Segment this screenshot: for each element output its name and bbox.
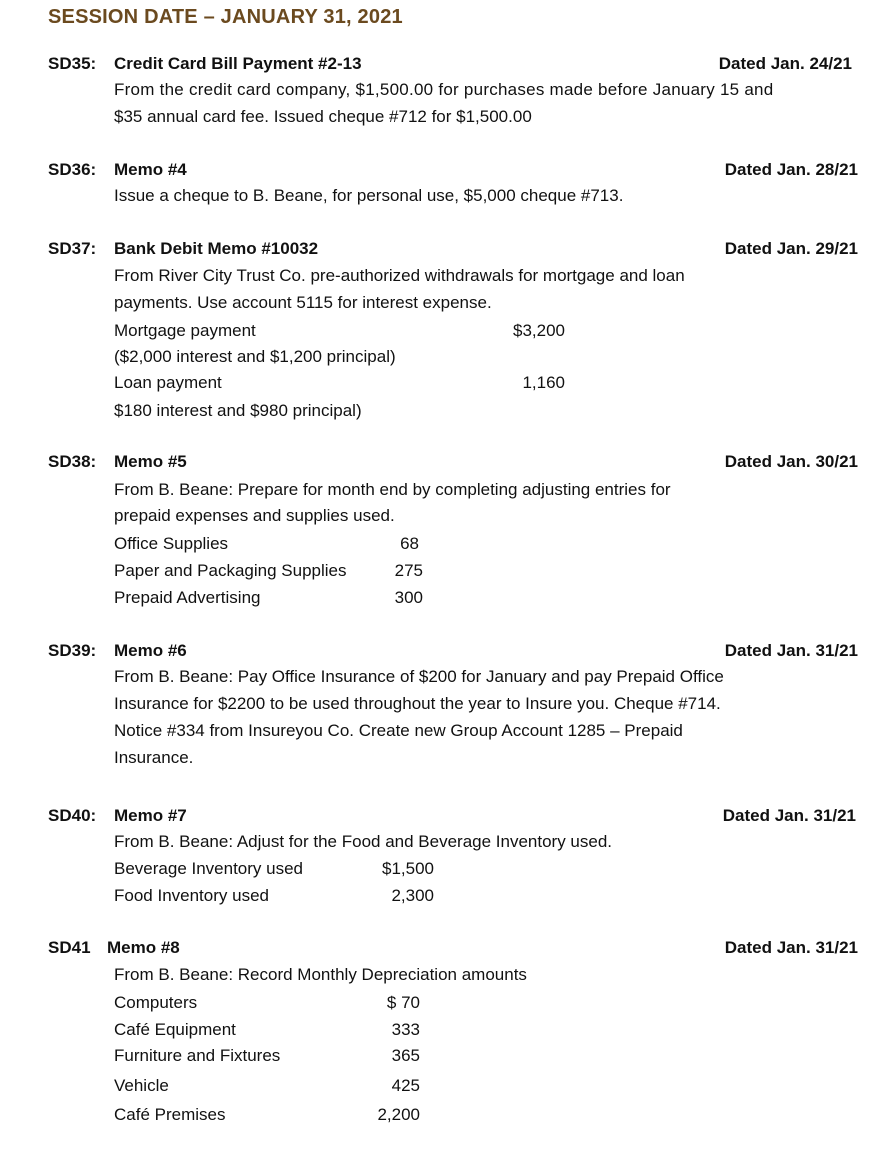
entry-header (0, 641, 891, 665)
item-amount: $3,200 (513, 321, 565, 340)
entry-title: Credit Card Bill Payment #2-13 (114, 54, 362, 73)
entry-header (0, 452, 891, 476)
entry-code: SD35: (48, 54, 97, 73)
item-label: Computers (114, 993, 198, 1012)
item-label: Office Supplies (114, 534, 229, 553)
entry-date: Dated Jan. 29/21 (724, 239, 858, 258)
entry-sd39 (0, 641, 891, 767)
entry-text-line: $35 annual card fee. Issued cheque #712 for $1,500.00 (114, 107, 532, 126)
entry-text-line: From B. Beane: Prepare for month end by completing adjusting entries for (114, 480, 671, 499)
item-label: Furniture and Fixtures (114, 1046, 281, 1065)
entry-text-line: Insurance. (114, 748, 194, 767)
item-label: Food Inventory used (114, 886, 269, 905)
session-title: SESSION DATE – JANUARY 31, 2021 (48, 6, 403, 28)
entry-code: SD39: (48, 641, 97, 660)
entry-title: Memo #5 (114, 452, 187, 471)
entry-title: Bank Debit Memo #10032 (114, 239, 319, 258)
item-amount: 2,200 (377, 1105, 420, 1124)
entry-title: Memo #4 (114, 160, 187, 179)
entry-text-line: From B. Beane: Pay Office Insurance of $200 for January and pay Prepaid Office (114, 667, 724, 686)
item-amount: 68 (400, 534, 419, 553)
item-amount: 1,160 (522, 373, 565, 392)
item-amount: 2,300 (391, 886, 434, 905)
item-label: $180 interest and $980 principal) (114, 401, 362, 420)
entry-text-line: From B. Beane: Adjust for the Food and Beverage Inventory used. (114, 832, 613, 851)
entry-code: SD38: (48, 452, 97, 471)
entry-code: SD41 (48, 938, 91, 957)
item-label: Paper and Packaging Supplies (114, 561, 347, 580)
item-label: Prepaid Advertising (114, 588, 261, 607)
item-amount: 365 (391, 1046, 420, 1065)
entry-date: Dated Jan. 30/21 (724, 452, 858, 471)
entry-sd38 (0, 452, 891, 607)
entry-text-line: payments. Use account 5115 for interest expense. (114, 293, 492, 312)
entry-sd36 (0, 160, 891, 205)
entry-sd35 (0, 54, 891, 126)
entry-date: Dated Jan. 31/21 (722, 806, 856, 825)
entry-date: Dated Jan. 31/21 (724, 938, 858, 957)
entry-header (0, 54, 891, 78)
entry-text-line: Notice #334 from Insureyou Co. Create new Group Account 1285 – Prepaid (114, 721, 683, 740)
item-amount: 275 (394, 561, 423, 580)
entry-title: Memo #7 (114, 806, 187, 825)
entry-date: Dated Jan. 24/21 (718, 54, 852, 73)
item-label: Café Equipment (114, 1020, 236, 1039)
entry-header (0, 239, 891, 263)
entry-code: SD36: (48, 160, 97, 179)
entry-title: Memo #6 (114, 641, 187, 660)
item-amount: 425 (391, 1076, 420, 1095)
item-label: Mortgage payment (114, 321, 256, 340)
entry-header (0, 160, 891, 184)
item-amount: 333 (391, 1020, 420, 1039)
item-amount: $ 70 (386, 993, 420, 1012)
entry-header (0, 938, 891, 962)
item-label: Beverage Inventory used (114, 859, 304, 878)
entry-text-line: From the credit card company, $1,500.00 for purchases made before January 15 and (114, 80, 774, 99)
entry-code: SD37: (48, 239, 97, 258)
item-label: Loan payment (114, 373, 222, 392)
entry-text-line: Issue a cheque to B. Beane, for personal use, $5,000 cheque #713. (114, 186, 624, 205)
item-amount: $1,500 (382, 859, 434, 878)
entry-text-line: From B. Beane: Record Monthly Depreciation amounts (114, 965, 527, 984)
item-label: Café Premises (114, 1105, 226, 1124)
entry-date: Dated Jan. 28/21 (724, 160, 858, 179)
entry-text-line: From River City Trust Co. pre-authorized withdrawals for mortgage and loan (114, 266, 685, 285)
entry-code: SD40: (48, 806, 97, 825)
item-label: Vehicle (114, 1076, 169, 1095)
entry-sd37 (0, 239, 891, 420)
item-amount: 300 (394, 588, 423, 607)
item-label: ($2,000 interest and $1,200 principal) (114, 347, 396, 366)
entry-sd41 (0, 938, 891, 1124)
entry-text-line: Insurance for $2200 to be used throughout the year to Insure you. Cheque #714. (114, 694, 721, 713)
entry-text-line: prepaid expenses and supplies used. (114, 506, 395, 525)
entry-header (0, 806, 891, 830)
entry-sd40 (0, 806, 891, 905)
entry-date: Dated Jan. 31/21 (724, 641, 858, 660)
entry-title: Memo #8 (107, 938, 180, 957)
